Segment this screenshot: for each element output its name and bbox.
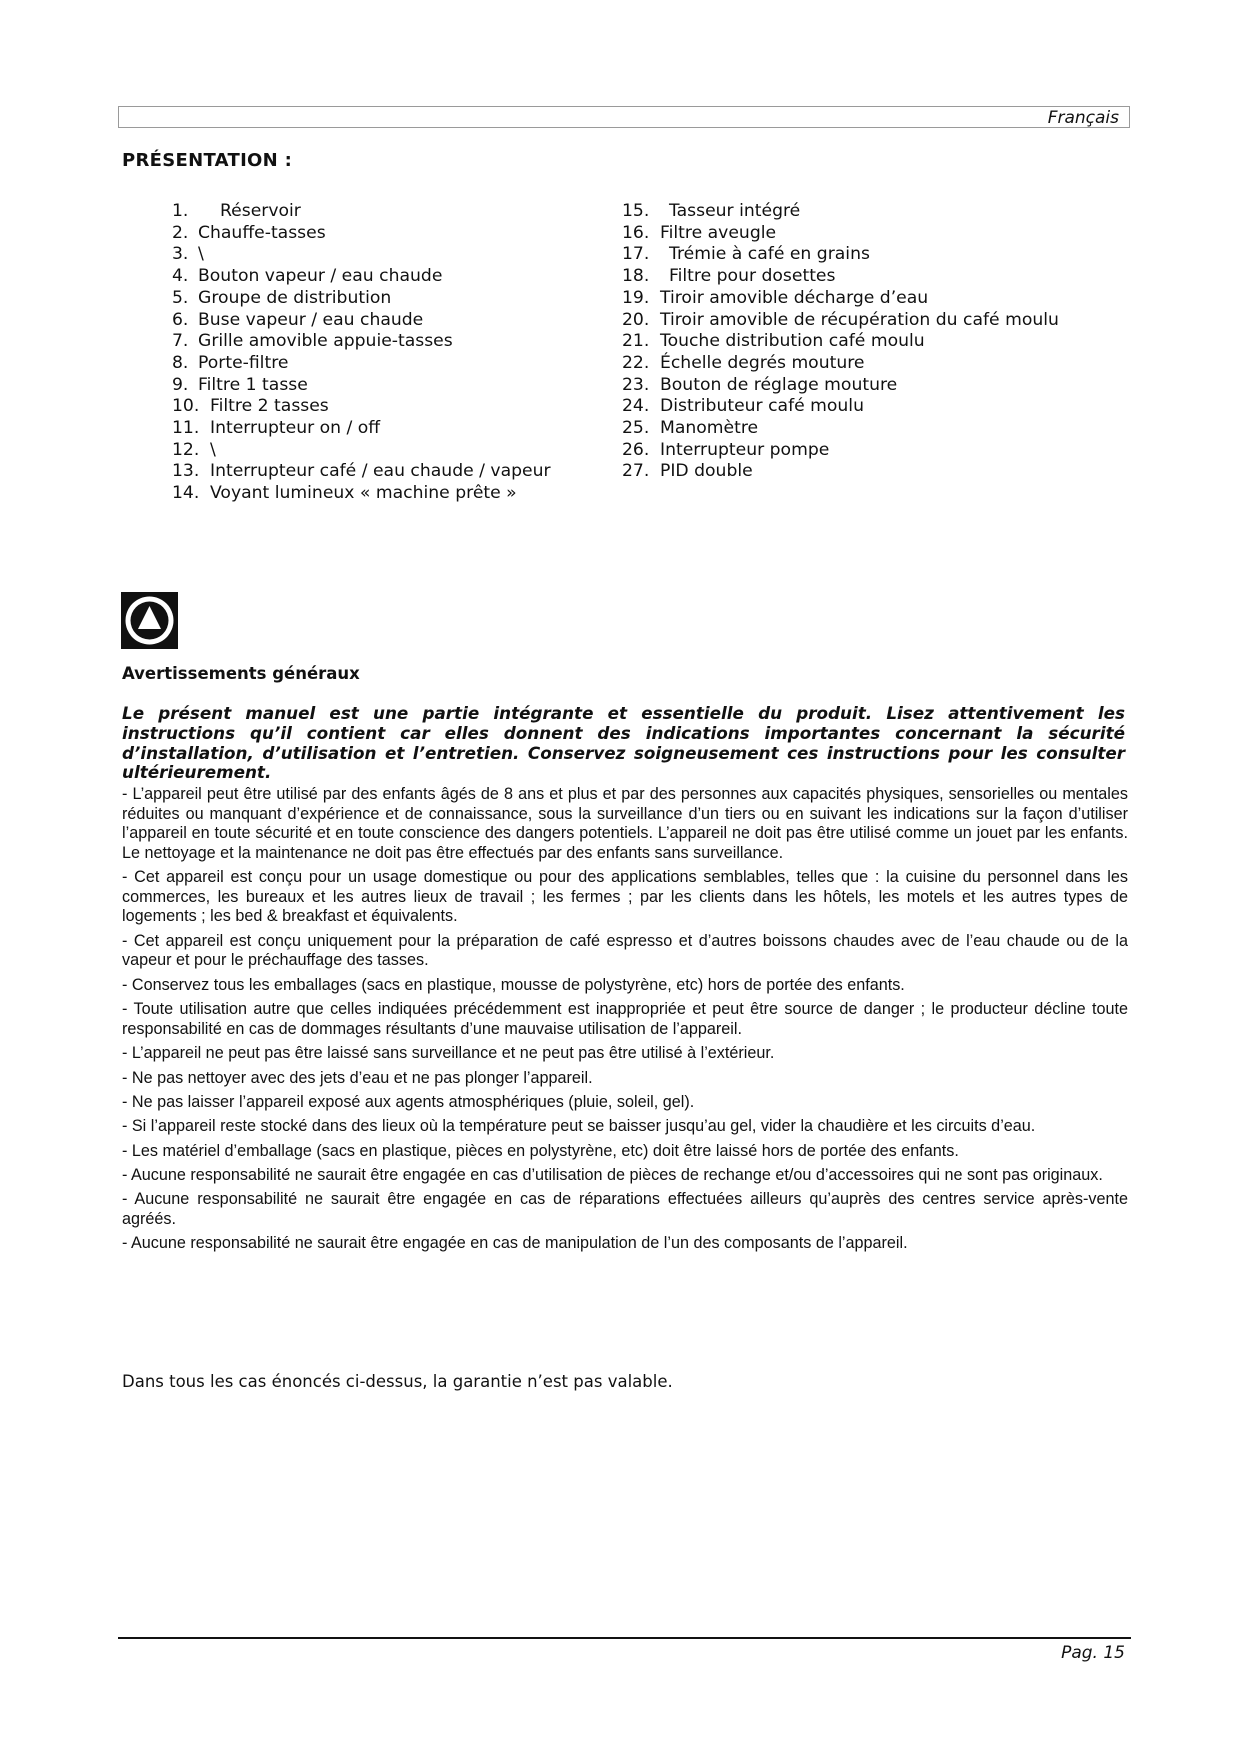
component-label: Échelle degrés mouture (660, 352, 865, 373)
warning-item: - Si l’appareil reste stocké dans des lieux où la température peut se baisser jusqu’au gel, vider la chaudière et les circuits d’eau. (122, 1117, 1036, 1136)
component-item (622, 201, 1059, 223)
component-label: Tiroir amovible décharge d’eau (660, 287, 929, 308)
component-number: 6. (172, 309, 189, 330)
header-language: Français (1047, 108, 1119, 128)
warning-item: - L’appareil ne peut pas être laissé sans surveillance et ne peut pas être utilisé à l’extérieur. (122, 1044, 775, 1063)
component-number: 5. (172, 287, 189, 308)
warning-item: - Toute utilisation autre que celles indiquées précédemment est inappropriée et peut être source de danger ; le producteur décline toute responsabilité en cas de dommages résultants d’une mauvaise utilisation de l’appareil. (122, 1000, 1128, 1038)
component-number: 13. (172, 461, 200, 482)
component-number: 14. (172, 483, 200, 504)
component-number: 15. (622, 201, 650, 221)
component-label: Interrupteur café / eau chaude / vapeur (210, 461, 551, 482)
component-label: PID double (660, 461, 753, 482)
warning-item: - L’appareil peut être utilisé par des enfants âgés de 8 ans et plus et par des personnes aux capacités physiques, sensorielles ou mentales réduites ou manquant d’expérience et de connaissance, sous la surveillance d’un tiers ou en suivant les indications sur la façon d’utiliser l’appareil en toute sécurité et en toute conscience des dangers potentiels. L’appareil ne doit pas être utilisé comme un jouet par les enfants. Le nettoyage et la maintenance ne doit pas être effectués par des enfants sans surveillance. (122, 785, 1128, 862)
component-label: Manomètre (660, 418, 759, 439)
component-number: 7. (172, 331, 189, 352)
component-label: Groupe de distribution (198, 287, 392, 308)
component-label: Trémie à café en grains (669, 244, 870, 265)
warning-item: - Ne pas nettoyer avec des jets d’eau et ne pas plonger l’appareil. (122, 1068, 593, 1087)
component-item (622, 353, 1059, 375)
component-item (172, 440, 551, 462)
component-label: \ (198, 244, 204, 265)
warning-item: - Les matériel d’emballage (sacs en plastique, pièces en polystyrène, etc) doit être laissé hors de portée des enfants. (122, 1141, 959, 1160)
warning-triangle-icon (121, 592, 178, 649)
component-item (622, 310, 1059, 332)
component-label: Interrupteur on / off (210, 418, 381, 439)
warranty-note: Dans tous les cas énoncés ci-dessus, la garantie n’est pas valable. (122, 1372, 673, 1391)
warnings-list (122, 785, 1128, 1259)
component-number: 9. (172, 374, 189, 395)
components-list-right (622, 201, 1059, 483)
component-label: Buse vapeur / eau chaude (198, 309, 424, 330)
component-label: Filtre pour dosettes (669, 266, 836, 287)
component-item (172, 483, 551, 505)
component-label: Filtre aveugle (660, 222, 777, 243)
component-label: Interrupteur pompe (660, 439, 830, 460)
component-number: 16. (622, 222, 650, 243)
footer-rule (118, 1637, 1131, 1639)
page-header (118, 106, 1130, 128)
warning-item: - Aucune responsabilité ne saurait être engagée en cas d’utilisation de pièces de rechange et/ou d’accessoires qui ne sont pas originaux. (122, 1166, 1103, 1185)
component-number: 22. (622, 352, 650, 373)
component-item (172, 266, 551, 288)
component-item (172, 331, 551, 353)
component-number: 26. (622, 439, 650, 460)
component-number: 21. (622, 331, 650, 352)
component-number: 2. (172, 222, 189, 243)
warnings-intro: Le présent manuel est une partie intégrante et essentielle du produit. Lisez attentivement les instructions qu’il contient car elles donnent des indications importantes concernant la sécurité d’installation, d’utilisation et l’entretien. Conservez soigneusement ces instructions pour les consulter ultérieurement. (122, 703, 1125, 783)
component-number: 3. (172, 244, 189, 265)
component-item (622, 440, 1059, 462)
component-number: 11. (172, 418, 200, 439)
component-item (172, 418, 551, 440)
component-item (172, 396, 551, 418)
component-number: 8. (172, 352, 189, 373)
component-number: 10. (172, 396, 200, 417)
page-number: Pag. 15 (1061, 1643, 1125, 1663)
component-item (622, 461, 1059, 483)
component-number: 17. (622, 244, 650, 265)
component-label: Filtre 2 tasses (210, 396, 329, 417)
component-item (172, 201, 551, 223)
component-number: 1. (172, 201, 189, 221)
component-label: Voyant lumineux « machine prête » (210, 483, 517, 504)
component-item (622, 223, 1059, 245)
component-label: Tasseur intégré (669, 201, 801, 221)
component-number: 24. (622, 396, 650, 417)
warning-item: - Aucune responsabilité ne saurait être engagée en cas de réparations effectuées ailleurs qu’auprès des centres service après-vente agréés. (122, 1190, 1128, 1229)
component-item (622, 375, 1059, 397)
component-item (622, 396, 1059, 418)
components-list-left (172, 201, 551, 505)
component-item (172, 288, 551, 310)
component-item (622, 418, 1059, 440)
component-item (622, 288, 1059, 310)
component-label: Bouton vapeur / eau chaude (198, 266, 443, 287)
component-label: Porte-filtre (198, 352, 289, 373)
component-label: Chauffe-tasses (198, 222, 326, 243)
component-label: Distributeur café moulu (660, 396, 864, 417)
component-item (622, 331, 1059, 353)
component-number: 20. (622, 309, 650, 330)
component-item (172, 375, 551, 397)
component-item (172, 244, 551, 266)
component-item (172, 223, 551, 245)
component-item (172, 353, 551, 375)
component-number: 19. (622, 287, 650, 308)
component-item (622, 266, 1059, 288)
component-number: 27. (622, 461, 650, 482)
component-label: Réservoir (220, 201, 301, 221)
component-item (622, 244, 1059, 266)
component-number: 12. (172, 439, 200, 460)
component-item (172, 310, 551, 332)
warnings-title: Avertissements généraux (122, 664, 360, 683)
warning-item: - Cet appareil est conçu pour un usage domestique ou pour des applications semblables, telles que : la cuisine du personnel dans les commerces, les bureaux et les autres lieux de travail ; les fermes ; par les clients dans les hôtels, les motels et les autres types de logements ; les bed & breakfast et équivalents. (122, 868, 1128, 926)
component-label: Bouton de réglage mouture (660, 374, 898, 395)
section-title: PRÉSENTATION : (122, 150, 293, 171)
warning-item: - Conservez tous les emballages (sacs en plastique, mousse de polystyrène, etc) hors de portée des enfants. (122, 975, 905, 994)
component-number: 4. (172, 266, 189, 287)
component-number: 18. (622, 266, 650, 287)
component-item (172, 461, 551, 483)
component-label: \ (210, 439, 216, 460)
component-number: 23. (622, 374, 650, 395)
component-label: Touche distribution café moulu (660, 331, 925, 352)
component-number: 25. (622, 418, 650, 439)
warning-item: - Aucune responsabilité ne saurait être engagée en cas de manipulation de l’un des composants de l’appareil. (122, 1234, 908, 1253)
component-label: Filtre 1 tasse (198, 374, 308, 395)
warning-item: - Cet appareil est conçu uniquement pour la préparation de café espresso et d’autres boissons chaudes avec de l’eau chaude ou de la vapeur et pour le préchauffage des tasses. (122, 931, 1128, 970)
component-label: Tiroir amovible de récupération du café moulu (660, 309, 1059, 330)
warning-item: - Ne pas laisser l’appareil exposé aux agents atmosphériques (pluie, soleil, gel). (122, 1092, 695, 1111)
component-label: Grille amovible appuie-tasses (198, 331, 453, 352)
